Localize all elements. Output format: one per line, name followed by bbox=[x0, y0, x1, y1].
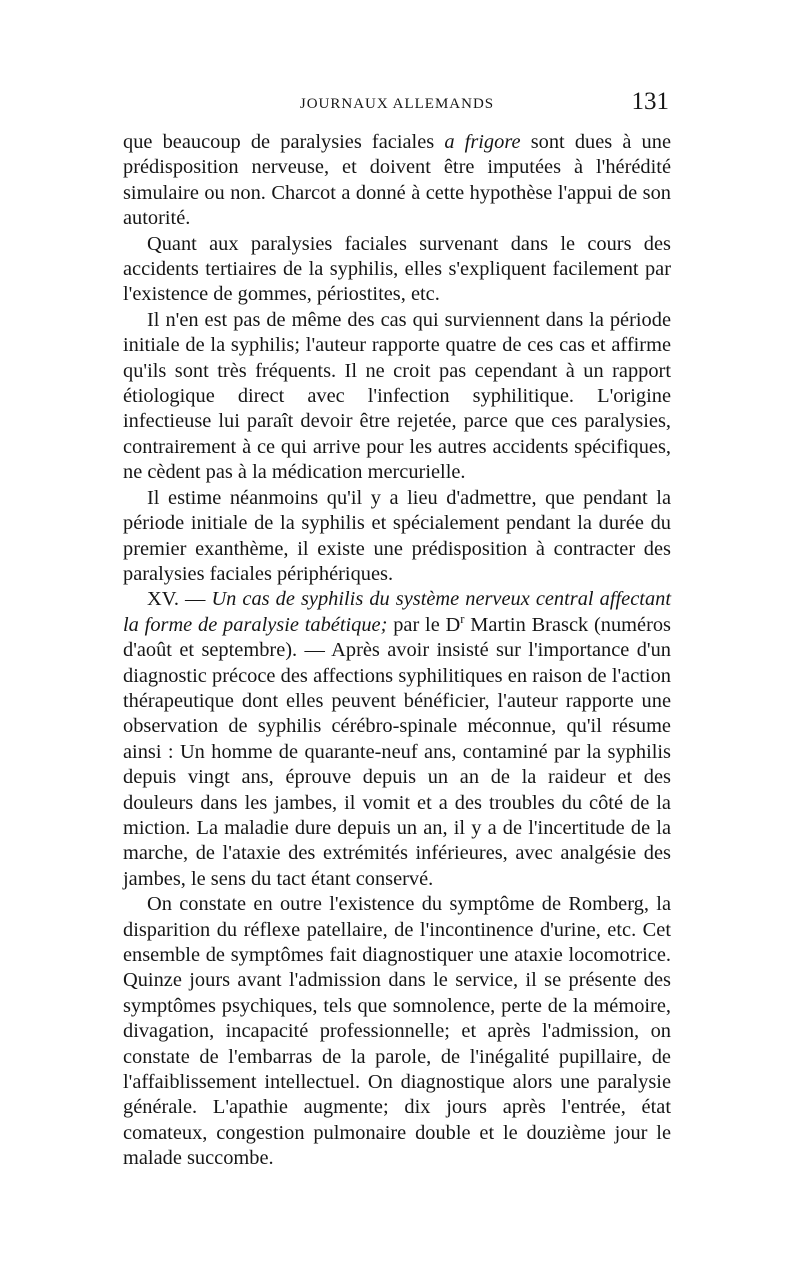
paragraph-5 bbox=[123, 587, 671, 892]
paragraph-2: Quant aux paralysies faciales survenant dans le cours des accidents tertiaires de la syphilis, elles s'expliquent facilement par l'existence de gommes, périostites, etc. bbox=[123, 232, 671, 306]
paragraph-4: Il estime néanmoins qu'il y a lieu d'admettre, que pendant la période initiale de la syphilis et spécialement pendant la durée du premier exanthème, il existe une prédisposition à contracter des paralysies faciales périphériques. bbox=[123, 486, 671, 585]
body-text bbox=[123, 130, 671, 1172]
paragraph-3: Il n'en est pas de même des cas qui surviennent dans la période initiale de la syphilis; l'auteur rapporte quatre de ces cas et affirme qu'ils sont très fréquents. Il ne croit pas cependant à un rapport étiologique direct avec l'infection syphilitique. L'origine infectieuse lui paraît devoir être rejetée, parce que ces paralysies, contrairement à ce qui arrive pour les autres accidents spécifiques, ne cèdent pas à la médication mercurielle. bbox=[123, 308, 671, 484]
running-head: JOURNAUX ALLEMANDS bbox=[299, 96, 495, 112]
paragraph-6: On constate en outre l'existence du symptôme de Romberg, la disparition du réflexe patellaire, de l'incontinence d'urine, etc. Cet ensemble de symptômes fait diagnostiquer une ataxie locomotrice. Quinze jours avant l'admission dans le service, il se présente des symptômes psychiques, tels que somnolence, perte de la mémoire, divagation, incapacité professionnelle; et après l'admission, on constate de l'embarras de la parole, de l'inégalité pupillaire, de l'affaiblissement intellectuel. On diagnostique alors une paralysie générale. L'apathie augmente; dix jours après l'entrée, état comateux, congestion pulmonaire double et le douzième jour le malade succombe. bbox=[123, 893, 671, 1170]
section-number: XV. — bbox=[147, 588, 212, 611]
paragraph-5-author: par le D bbox=[387, 613, 461, 636]
doctor-superscript: r bbox=[460, 611, 465, 626]
paragraph-1 bbox=[123, 130, 671, 232]
paragraph-1-rest: sont dues à une prédisposition nerveuse, et doivent être imputées à l'hérédité simulaire ou non. Charcot a donné à cette hypothèse l'appui de son autorité. bbox=[123, 131, 671, 230]
page-number: 131 bbox=[631, 88, 669, 115]
paragraph-1-italic: a frigore bbox=[444, 131, 521, 153]
book-page bbox=[123, 88, 671, 1172]
article-title: Un cas de syphilis du système nerveux central affectant la forme de paralysie tabétique; bbox=[123, 588, 671, 636]
page-header bbox=[123, 88, 671, 124]
paragraph-1-text: que beaucoup de paralysies faciales bbox=[123, 131, 445, 153]
paragraph-5-text: Martin Brasck (numéros d'août et septembre). — Après avoir insisté sur l'importance d'un diagnostic précoce des affections syphilitiques en raison de l'action thérapeutique dont elles peuvent bénéficier, l'auteur rapporte une observation de syphilis cérébro-spinale méconnue, qu'il résume ainsi : Un homme de quarante-neuf ans, contaminé par la syphilis depuis vingt ans, éprouve depuis un an de la raideur et des douleurs dans les jambes, il vomit et a des troubles du côté de la miction. La maladie dure depuis un an, il y a de l'incertitude de la marche, de l'ataxie des extrémités inférieures, avec analgésie des jambes, le sens du tact étant conservé. bbox=[123, 613, 671, 890]
